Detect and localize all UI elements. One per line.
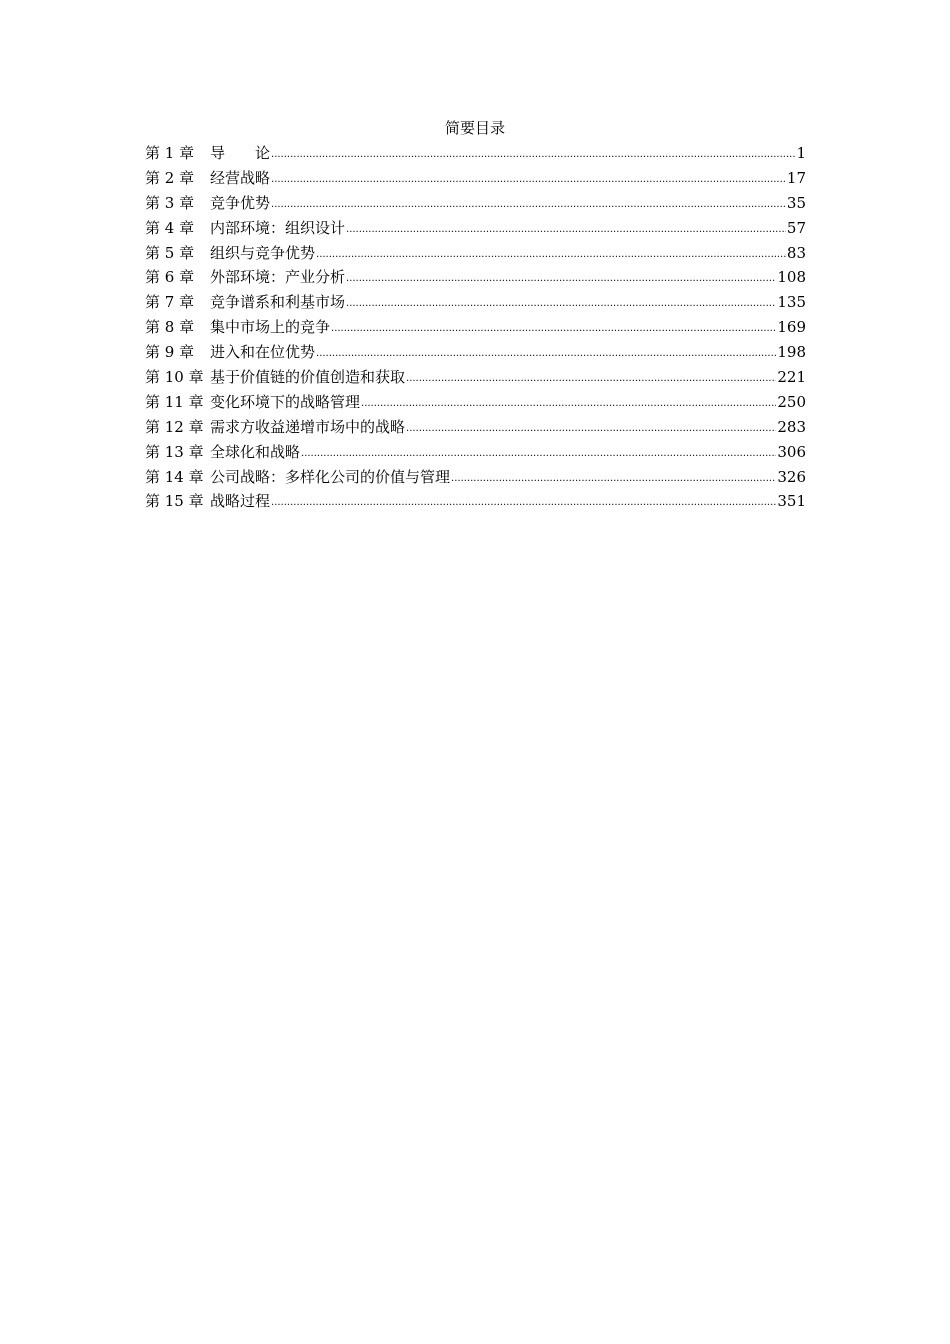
toc-dot-leader	[271, 490, 776, 513]
toc-chapter-number: 第 4 章	[145, 218, 195, 237]
toc-chapter-title: 组织与竞争优势	[210, 243, 316, 262]
toc-dot-leader	[346, 217, 786, 240]
toc-dot-leader	[451, 466, 776, 489]
toc-entry[interactable]	[145, 491, 806, 516]
toc-page-number: 221	[777, 368, 806, 387]
toc-page-number: 108	[777, 268, 806, 287]
toc-chapter-number: 第 13 章	[145, 442, 204, 461]
toc-chapter-number: 第 6 章	[145, 268, 195, 287]
toc-dot-leader	[271, 167, 786, 190]
toc-dot-leader	[271, 192, 786, 215]
toc-chapter-number: 第 5 章	[145, 243, 195, 262]
toc-chapter-number: 第 2 章	[145, 168, 195, 187]
toc-chapter-number: 第 11 章	[145, 392, 204, 411]
toc-page-number: 250	[777, 392, 806, 411]
toc-entry[interactable]	[145, 317, 806, 342]
toc-entry[interactable]	[145, 243, 806, 268]
toc-dot-leader	[316, 341, 776, 364]
toc-page-number: 135	[777, 293, 806, 312]
toc-dot-leader	[406, 366, 776, 389]
toc-chapter-number: 第 1 章	[145, 144, 195, 162]
toc-chapter-title: 需求方收益递增市场中的战略	[210, 417, 406, 436]
toc-chapter-title: 外部环境：产业分析	[210, 268, 346, 287]
toc-page-number: 326	[777, 467, 806, 486]
toc-chapter-number: 第 3 章	[145, 193, 195, 212]
toc-chapter-title: 变化环境下的战略管理	[210, 392, 361, 411]
toc-chapter-number: 第 15 章	[145, 492, 204, 511]
toc-chapter-title: 全球化和战略	[210, 442, 301, 461]
toc-entry[interactable]	[145, 367, 806, 392]
toc-page-number: 83	[786, 243, 806, 262]
toc-dot-leader	[316, 242, 786, 265]
toc-dot-leader	[301, 441, 776, 464]
toc-dot-leader	[346, 266, 776, 289]
toc-page-number: 57	[786, 218, 806, 237]
toc-chapter-number: 第 14 章	[145, 467, 204, 486]
toc-entry[interactable]	[145, 467, 806, 492]
toc-chapter-number: 第 9 章	[145, 343, 195, 362]
toc-entry[interactable]	[145, 292, 806, 317]
toc-chapter-title: 公司战略：多样化公司的价值与管理	[210, 467, 451, 486]
toc-page-number: 17	[786, 168, 806, 187]
toc-chapter-title: 进入和在位优势	[210, 343, 316, 362]
toc-chapter-title: 经营战略	[210, 168, 271, 187]
toc-list	[145, 143, 806, 516]
toc-title: 简要目录	[444, 119, 505, 137]
toc-chapter-title: 集中市场上的竞争	[210, 318, 331, 337]
toc-dot-leader	[406, 416, 776, 439]
toc-entry[interactable]	[145, 143, 806, 168]
toc-chapter-number: 第 7 章	[145, 293, 195, 312]
toc-entry[interactable]	[145, 417, 806, 442]
toc-chapter-number: 第 8 章	[145, 318, 195, 337]
toc-page-number: 198	[777, 343, 806, 362]
toc-dot-leader	[271, 142, 795, 165]
toc-chapter-title: 导 论	[210, 144, 271, 162]
toc-page-number: 169	[777, 318, 806, 337]
toc-chapter-title: 竞争谱系和利基市场	[210, 293, 346, 312]
toc-dot-leader	[346, 291, 776, 314]
toc-page-number: 283	[777, 417, 806, 436]
toc-entry[interactable]	[145, 442, 806, 467]
toc-page-number: 351	[777, 492, 806, 511]
toc-chapter-number: 第 10 章	[145, 368, 204, 387]
toc-dot-leader	[331, 316, 776, 339]
toc-entry[interactable]	[145, 168, 806, 193]
toc-entry[interactable]	[145, 342, 806, 367]
toc-dot-leader	[361, 391, 776, 414]
toc-chapter-title: 内部环境：组织设计	[210, 218, 346, 237]
toc-page-number: 306	[777, 442, 806, 461]
toc-entry[interactable]	[145, 392, 806, 417]
toc-chapter-number: 第 12 章	[145, 417, 204, 436]
toc-chapter-title: 战略过程	[210, 492, 271, 511]
toc-entry[interactable]	[145, 218, 806, 243]
toc-page-number: 1	[796, 144, 806, 162]
toc-entry[interactable]	[145, 193, 806, 218]
toc-chapter-title: 竞争优势	[210, 193, 271, 212]
toc-page-number: 35	[786, 193, 806, 212]
toc-chapter-title: 基于价值链的价值创造和获取	[210, 368, 406, 387]
toc-entry[interactable]	[145, 267, 806, 292]
